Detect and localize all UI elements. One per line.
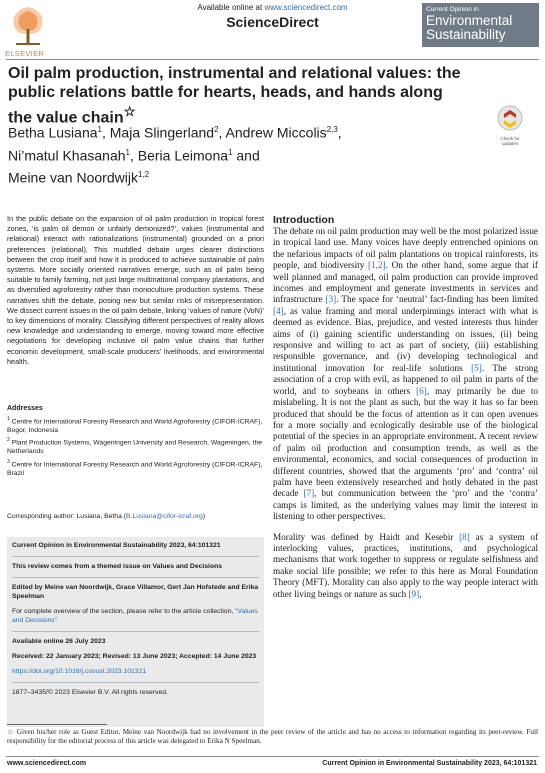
author-affiliation: 1 xyxy=(125,147,130,157)
info-received: Received: 22 January 2023; Revised: 13 June 2023; Accepted: 14 June 2023 xyxy=(12,653,257,660)
address-item xyxy=(7,458,264,478)
author-name[interactable]: Betha Lusiana xyxy=(8,124,98,141)
body-text: . The strong association of a crop with evil, as happened to oil palm in parts of the world, and to soybeans in others xyxy=(273,362,538,396)
author-name[interactable]: Maja Slingerland xyxy=(109,124,215,141)
title-footnote-mark: ☆ xyxy=(123,104,136,119)
author-affiliation: 2 xyxy=(214,125,219,134)
author-list: Betha Lusiana$^1$, Maja Slingerland$^2$, Andrew Miccolis$^{2,3}$, Ni’matul Khasanah$^1$, Beria Leimona$^1$ and Meine van Noordwijk$^{1,2}$ xyxy=(8,124,342,186)
intro-paragraph-1 xyxy=(273,226,538,523)
corresponding-author xyxy=(7,513,264,520)
author-affiliation: 2,3 xyxy=(326,125,338,134)
body-text: , xyxy=(419,588,422,599)
sciencedirect-url-link[interactable]: www.sciencedirect.com xyxy=(264,3,348,12)
author-name[interactable]: Andrew Miccolis xyxy=(225,124,327,141)
author-name[interactable]: Meine van Noordwijk xyxy=(8,169,138,186)
citation-link[interactable]: [3] xyxy=(325,294,337,305)
author-affiliation: 1 xyxy=(228,147,233,157)
body-text: The debate on oil palm production may well be the most polarized issue in tropical land use. Many voices have deeply entrenched opinions on the nefarious impacts of oil palm plantations on tropical rainforests, its people, and biodiversity xyxy=(273,226,538,271)
info-collection-link[interactable]: “Values and Decisions” xyxy=(12,608,258,624)
author-affiliation: 1 xyxy=(97,125,102,134)
body-text: as a system of interlocking values, practices, institutions, and psychological mechanisms that work together to suppress or regulate selfishness and make social life possible; we refer to this here as Moral Foundation Theory (MFT). Morality can also apply to the way people interact with other living beings or nature as such xyxy=(273,531,538,599)
elsevier-label: ELSEVIER xyxy=(5,49,45,58)
corresponding-suffix: ) xyxy=(202,513,206,520)
body-text: Morality was defined by Haidt and Kesebir xyxy=(273,531,460,542)
info-edited-by: Edited by Meine van Noordwijk, Grace Villamor, Gert Jan Hofstede and Erika Speelman xyxy=(12,584,259,600)
citation-link[interactable]: [1,2] xyxy=(368,260,386,271)
address-text: Centre for International Forestry Research and World Agroforestry (CIFOR-ICRAF), Brazil xyxy=(7,461,263,477)
info-overview-prefix: For complete overview of the section, please refer to the article collection, xyxy=(12,608,236,615)
available-prefix: Available online at xyxy=(197,3,263,12)
info-divider xyxy=(12,556,259,557)
citation-link[interactable]: [7] xyxy=(303,488,315,499)
info-divider xyxy=(12,577,259,578)
body-text: , may primarily be due to mislabeling. It is not the plant as such, but the way it has so far been produced that should be the focus of attention as it can open avenues for a more socially and ecologically desirable use of the biological potential of the species in an appropriate environment. A recent review of palm oil production and consumption trends, as well as the environmental, economics, and social consequences of production in different countries, showed that the arguments ‘pro’ and ‘contra’ oil palm have been extensively researched and hotly debated in the past decade xyxy=(273,385,538,499)
article-info-box xyxy=(7,537,264,727)
author-conjunction: and xyxy=(236,147,260,164)
editor-footnote: ☆ Given his/her role as Guest Editor, Meine van Noordwijk had no involvement in the peer review of the article and has no access to information regarding its peer-review. Full responsibility for the editorial process of this article was delegated to Erika N Speelman. xyxy=(7,728,538,745)
citation-link[interactable]: [6] xyxy=(416,385,427,396)
author-affiliation: 1,2 xyxy=(137,170,150,180)
address-sup: 2 xyxy=(7,437,10,444)
address-sup: 1 xyxy=(7,416,10,422)
info-citation: Current Opinion in Environmental Sustainability 2023, 64:101321 xyxy=(12,542,221,549)
author-name[interactable]: Beria Leimona xyxy=(137,147,229,164)
citation-link[interactable]: [4] xyxy=(273,305,284,316)
info-overview xyxy=(12,607,259,625)
info-available-online: Available online 26 July 2023 xyxy=(12,638,106,645)
article-title-text: Oil palm production, instrumental and relational values: the public relations battle for hearts, heads, and hands along the value chain xyxy=(8,65,461,127)
journal-banner-small: Current Opinion in xyxy=(426,6,479,13)
body-text: , as value framing and moral underpinnings interact with what is deemed as evidence. Bias, prejudice, and vested interests thus hinder aims of (i) gaining scientific understanding on issues, (ii) being responsive and willing to act as part of society, (iii) establishing responsible governance, and (iv) developing technological and institutional innovation for real-life solutions xyxy=(273,305,538,373)
body-text: . The space for ‘neutral’ fact-finding has been limited xyxy=(336,294,538,305)
citation-link[interactable]: [5] xyxy=(471,362,482,373)
info-divider xyxy=(12,682,259,683)
citation-link[interactable]: [9] xyxy=(408,588,420,599)
footer-citation: Current Opinion in Environmental Sustainability 2023, 64:101321 xyxy=(322,760,537,767)
addresses-list xyxy=(7,415,264,479)
footer-divider xyxy=(6,756,539,757)
check-for-updates-icon[interactable] xyxy=(496,104,524,136)
info-doi-link[interactable]: https://doi.org/10.1016/j.cosust.2023.101321 xyxy=(12,668,147,675)
author-name[interactable]: Ni’matul Khasanah xyxy=(8,147,126,164)
body-text: , but communication between the ‘pro’ and the ‘contra’ camps is limited, as the underlying values may limit the interest in listening to other perspectives. xyxy=(273,488,538,522)
info-issue-note: This review comes from a themed issue on Values and Decisions xyxy=(12,563,223,570)
journal-banner-line1: Environmental xyxy=(426,13,513,28)
sciencedirect-brand: ScienceDirect xyxy=(226,14,319,30)
address-sup: 3 xyxy=(7,458,10,465)
article-title xyxy=(8,64,468,127)
citation-link[interactable]: [8] xyxy=(459,531,470,542)
elsevier-tree-logo-icon xyxy=(6,3,50,49)
addresses-heading: Addresses xyxy=(7,405,43,412)
address-text: Plant Production Systems, Wageningen University and Research, Wageningen, the Netherlands xyxy=(7,439,263,456)
corresponding-prefix: Corresponding author: Lusiana, Betha ( xyxy=(7,513,127,520)
footnote-divider xyxy=(7,724,107,725)
journal-banner xyxy=(422,3,539,47)
address-text: Centre for International Forestry Research and World Agroforestry (CIFOR-ICRAF), Bogor, Indonesia xyxy=(7,418,263,434)
corresponding-email-link[interactable]: B.Lusiana@cifor-icraf.org xyxy=(126,513,203,520)
introduction-heading: Introduction xyxy=(273,214,335,226)
info-divider xyxy=(12,631,259,632)
introduction-body xyxy=(273,226,538,609)
address-item xyxy=(7,415,264,435)
info-copyright: 1877–3435/© 2023 Elsevier B.V. All rights reserved. xyxy=(12,689,168,696)
body-text: . On the other hand, some argue that if well planned and managed, oil palm production can provide improved incomes and employment and generate investments in services and infrastructure xyxy=(273,260,538,305)
check-for-updates-label[interactable]: Check for updates xyxy=(500,136,520,146)
abstract: In the public debate on the expansion of oil palm production in tropical forest zones, ‘is palm oil demon or unfairly demonized?’, values (instrumental and relational) interact with rationalizations (instrumental) grounded on a priori preferences (relational). This muddled debate urges clearer distinctions between the crop itself and how it is produced to achieve sustainable oil palm systems. More socially oriented narratives emerge, such as oil palm being suitable to family farming, not just large multinational company plantations, and as diversified agroforestry rather than monoculture production systems. These narratives shift the debate, posing new but similar risks of misrepresentation. We dissect current issues in the oil palm debate, linking ‘values of nature (VoN)’ to key dimensions of morality. Classifying different perspectives of reality allows new knowledge and understanding to emerge, moving toward more effective negotiations for developing inclusive oil palm value chains that further economic development, small-scale producers’ livelihoods, and environmental health. xyxy=(7,214,265,366)
header-divider xyxy=(6,59,539,60)
address-item xyxy=(7,436,264,456)
intro-paragraph-2 xyxy=(273,532,538,600)
footer-website-link[interactable]: www.sciencedirect.com xyxy=(7,760,87,767)
journal-banner-line2: Sustainability xyxy=(426,27,506,42)
